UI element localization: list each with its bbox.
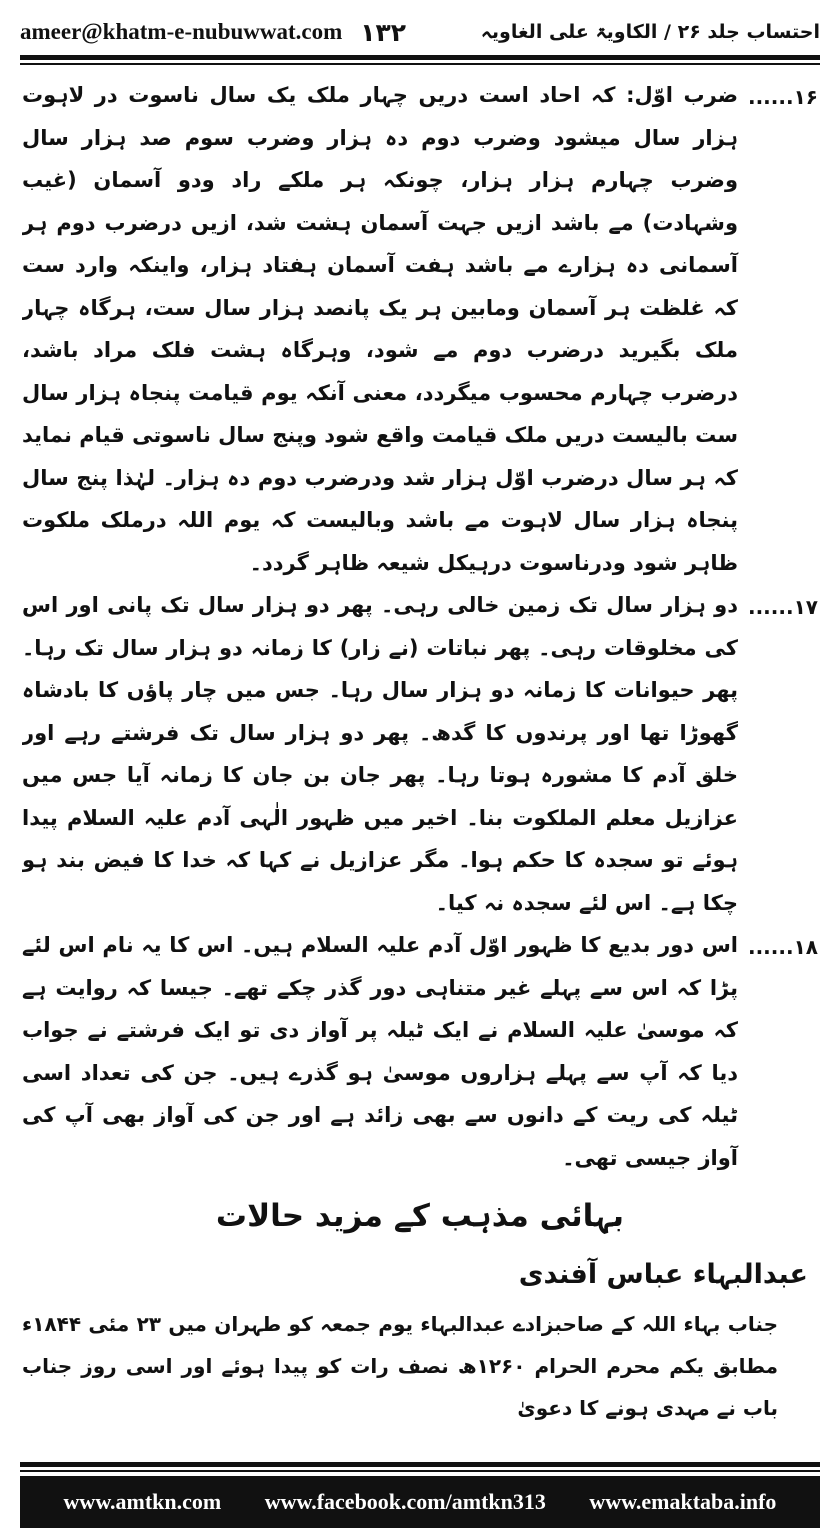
footer-rule-thin: [20, 1470, 820, 1472]
entry-number: ۱۶......: [747, 85, 818, 109]
subheading: عبدالبہاء عباس آفندی: [518, 1259, 808, 1290]
footer-link-emaktaba[interactable]: www.emaktaba.info: [589, 1489, 777, 1514]
entry-paragraph: دو ہزار سال تک زمین خالی رہی۔ پھر دو ہزار سال تک پانی اور اس کی مخلوقات رہی۔ پھر نباتات (نے زار) کا زمانہ دو ہزار سال تک رہا۔ پھر حیوانات کا زمانہ دو ہزار سال رہا۔ جس میں چار پاؤں کا بادشاہ گھوڑا تھا اور پرندوں کا گدھ۔ پھر دو ہزار سال تک فرشتے رہے اور خلق آدم کا مشورہ ہوتا رہا۔ پھر جان بن جان کا زمانہ آیا جس میں عزازیل معلم الملکوت بنا۔ اخیر میں ظہور الٰہی آدم علیہ السلام پیدا ہوئے تو سجدہ کا حکم ہوا۔ مگر عزازیل نے کہا کہ خدا کا فیض بند ہو چکا ہے۔ اس لئے سجدہ نہ کیا۔: [22, 593, 738, 915]
page-header: [20, 12, 820, 52]
entry-17: [22, 584, 818, 924]
book-title: احتساب جلد ۲۶ / الکاویۃ علی الغاویہ: [480, 21, 820, 43]
header-left: [20, 18, 406, 47]
footer-rule-thick: [20, 1462, 820, 1467]
entry-body: [22, 584, 738, 924]
entry-16: [22, 74, 818, 584]
footer-link-facebook[interactable]: www.facebook.com/amtkn313: [264, 1489, 546, 1514]
entry-paragraph: ضرب اوّل: کہ احاد است دریں چہار ملک یک سال ناسوت در لاہوت ہزار سال میشود وضرب دوم دہ ہزار وضرب سوم صد ہزار سال وضرب چہارم ہزار ہزار، چونکہ ہر ملکے راد ودو آسمان (غیب وشہادت) مے باشد ازیں جہت آسمان ہشت شد، ازیں درضرب دوم ہر آسمانی دہ ہزارے مے باشد ہفت آسمان ہفتاد ہزار، واینکہ وارد ست کہ غلظت ہر آسمان ومابین ہر یک پانصد ہزار سال ست، ہرگاہ چہار ملک بگیرید درضرب دوم مے شود، وہرگاہ ہشت فلک مراد باشد، درضرب چہارم محسوب میگردد، معنی آنکہ یوم قیامت پنجاہ ہزار سال ست بالیست دریں ملک قیامت واقع شود وپنج سال ناسوتی قیام نماید کہ ہر سال درضرب اوّل ہزار شد ودرضرب دوم دہ ہزار۔ لہٰذا پنج سال پنجاہ ہزار سال لاہوت مے باشد وبالیست کہ یوم اللہ درملک ملکوت ظاہر شود ودرناسوت درہیکل شیعہ ظاہر گردد۔: [22, 83, 738, 575]
entry-number: ۱۷......: [747, 595, 818, 619]
footer-bar: [20, 1476, 820, 1528]
section-heading: بہائی مذہب کے مزید حالات: [215, 1198, 625, 1234]
entry-18: [22, 924, 818, 1179]
page-content: [22, 74, 818, 1452]
footer-link-amtkn[interactable]: www.amtkn.com: [63, 1489, 222, 1514]
entry-number: ۱۸......: [747, 935, 818, 959]
header-email[interactable]: ameer@khatm-e-nubuwwat.com: [20, 19, 343, 44]
header-rule-thick: [20, 55, 820, 60]
entry-paragraph: اس دور بدیع کا ظہور اوّل آدم علیہ السلام ہیں۔ اس کا یہ نام اس لئے پڑا کہ اس سے پہلے غیر متناہی دور گذر چکے تھے۔ جیسا کہ روایت ہے کہ موسیٰ علیہ السلام نے ایک ٹیلہ پر آواز دی تو ایک فرشتے نے جواب دیا کہ آپ سے پہلے ہزاروں موسیٰ ہو گذرے ہیں۔ جن کی تعداد اسی ٹیلہ کی ریت کے دانوں سے بھی زائد ہے اور جن کی آواز بھی آپ کی آواز جیسی تھی۔: [22, 933, 738, 1170]
page-number: ۱۳۲: [360, 17, 407, 47]
entry-body: [22, 74, 738, 584]
closing-paragraph: جناب بہاء اللہ کے صاحبزادے عبدالبہاء یوم جمعہ کو طہران میں ۲۳ مئی ۱۸۴۴ء مطابق یکم محرم الحرام ۱۲۶۰ھ نصف رات کو پیدا ہوئے اور اسی روز جناب باب نے مہدی ہونے کا دعویٰ: [22, 1312, 779, 1420]
entry-body: [22, 924, 738, 1179]
header-rule-thin: [20, 63, 820, 65]
